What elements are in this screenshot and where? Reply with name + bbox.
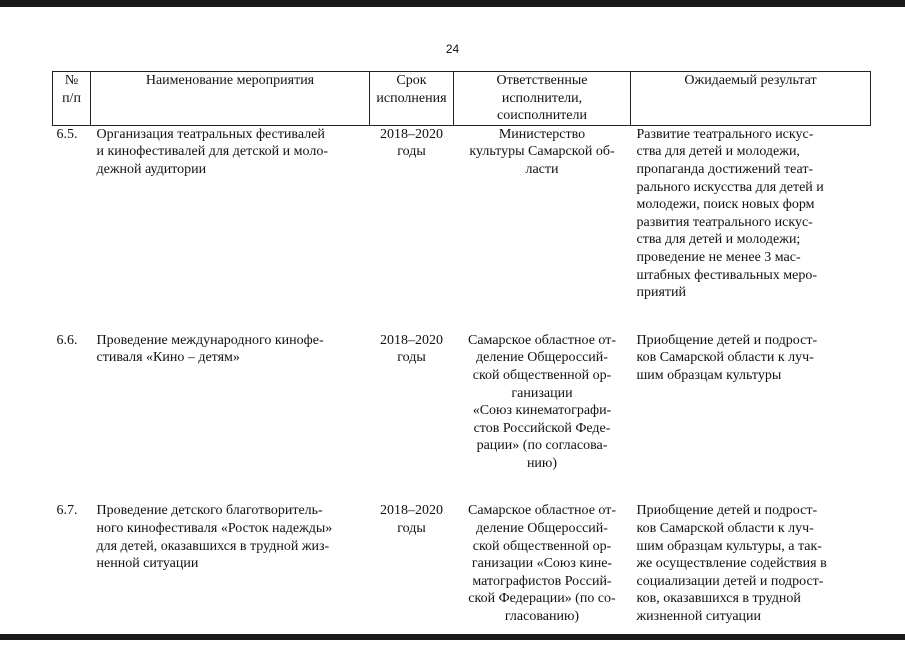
text-line: ства для детей и молодежи, [636,144,800,160]
text-line: шим образцам культуры [636,367,782,383]
text-line: Приобщение детей и подрост- [636,503,818,519]
event-name-cell [91,125,370,331]
text-line: ков Самарской области к луч- [636,350,814,366]
event-name-cell [91,502,370,655]
text-line: стов Российской Феде- [473,420,611,436]
text-line: рального искусства для детей и [636,179,824,195]
text-line: ганизации «Союз кине- [471,556,613,572]
header-line: п/п [62,90,81,106]
text-line: молодежи, поиск новых форм [636,197,815,213]
text-line: Развитие театрального искус- [636,126,814,142]
header-responsible [454,72,631,126]
term-cell [370,125,454,331]
text-line: ской Федерации» (по со- [468,591,616,607]
text-line: рации» (по согласова- [476,438,608,454]
expected-result-cell [631,125,871,331]
text-line: приятий [636,285,687,301]
text-line: Самарское областное от- [468,503,616,519]
text-line: Проведение международного кинофе- [96,332,324,348]
responsible-cell [454,332,631,503]
text-line: культуры Самарской об- [469,144,615,160]
header-line: Срок [396,73,427,88]
top-page-edge [0,0,905,7]
text-line: проведение не менее 3 мас- [636,249,801,265]
table-row [53,332,871,503]
row-number: 6.5. [56,126,78,142]
table-body [53,125,871,655]
text-line: социализации детей и подрост- [636,573,824,589]
table-row [53,125,871,331]
header-line: Ожидаемый результат [684,73,817,88]
text-line: Самарское областное от- [468,332,616,348]
text-line: нию) [526,455,558,471]
text-line: Министерство [498,126,586,142]
responsible-cell [454,502,631,655]
text-line: ганизации [511,385,573,401]
text-line: матографистов Россий- [472,573,612,589]
text-line: стиваля «Кино – детям» [96,350,240,366]
text-line: ков Самарской области к луч- [636,521,814,537]
header-line: соисполнители [496,108,587,124]
text-line: деление Общероссий- [476,350,608,366]
header-line: исполнители, [501,90,583,106]
text-line: шим образцам культуры, а так- [636,538,822,554]
header-line: Наименование мероприятия [145,73,315,88]
header-line: № [64,73,79,88]
text-line: пропаганда достижений теат- [636,161,814,177]
term-cell [370,332,454,503]
header-term [370,72,454,126]
text-line: годы [397,144,426,160]
text-line: Организация театральных фестивалей [96,126,325,142]
text-line: деление Общероссий- [476,521,608,537]
text-line: ства для детей и молодежи; [636,232,801,248]
text-line: развития театрального искус- [636,214,813,230]
text-line: годы [397,521,426,537]
text-line: и кинофестивалей для детской и моло- [96,144,328,160]
text-line: 2018–2020 [380,332,443,348]
header-number [53,72,91,126]
term-cell [370,502,454,655]
header-event-name [91,72,370,126]
text-line: ласти [525,161,559,177]
text-line: штабных фестивальных меро- [636,267,818,283]
row-number: 6.7. [56,503,78,519]
table-header [53,72,871,126]
text-line: ков, оказавшихся в трудной [636,591,801,607]
text-line: ской общественной ор- [472,538,612,554]
header-line: Ответственные [496,73,588,88]
text-line: дежной аудитории [96,161,207,177]
text-line: ской общественной ор- [472,367,612,383]
text-line: жизненной ситуации [636,609,762,625]
event-name-cell [91,332,370,503]
events-table [52,71,871,656]
header-row [53,72,871,126]
text-line: годы [397,350,426,366]
text-line: для детей, оказавшихся в трудной жиз- [96,538,330,554]
text-line: ного кинофестиваля «Росток надежды» [96,521,333,537]
page-number: 24 [445,42,460,56]
text-line: ненной ситуации [96,556,199,572]
responsible-cell [454,125,631,331]
expected-result-cell [631,502,871,655]
text-line: 2018–2020 [380,503,443,519]
text-line: 2018–2020 [380,126,443,142]
table-row [53,502,871,655]
text-line: Приобщение детей и подрост- [636,332,818,348]
text-line: «Союз кинематографи- [472,403,612,419]
text-line: же осуществление содействия в [636,556,827,572]
header-expected-result [631,72,871,126]
expected-result-cell [631,332,871,503]
bottom-page-edge [0,634,905,640]
text-line: Проведение детского благотворитель- [96,503,323,519]
header-line: исполнения [376,90,447,106]
text-line: гласованию) [504,609,580,625]
row-number: 6.6. [56,332,78,348]
